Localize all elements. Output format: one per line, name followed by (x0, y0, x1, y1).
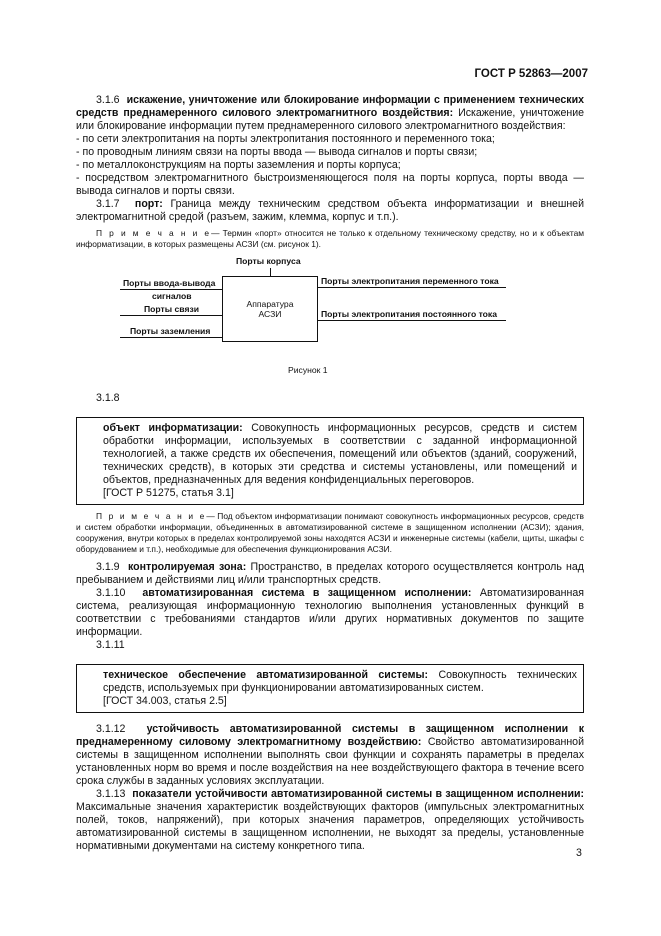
clause-3-1-11-number: 3.1.11 (96, 639, 125, 651)
figure-caption: Рисунок 1 (288, 365, 328, 375)
note-text: — Под объектом информатизации понимают совокупность информационных ресурсов, средств и систем обработки информации, объединенных в автоматизированной системе в защищенном исполнении (АСЗИ); здания, сооружения, внутри которых в пределах контролируемой зоны находятся АСЗИ и инженерные системы (кабели, щиты, шкафы с оборудованием и т.п.), необходимые для обеспечения функционирования АСЗИ. (76, 511, 584, 554)
clause-number: 3.1.13 (96, 788, 126, 800)
list-item: - по проводным линиям связи на порты ввода — вывода сигналов и порты связи; (76, 146, 478, 158)
line-left-3 (120, 337, 222, 338)
figure-label-right-2: Порты электропитания постоянного тока (321, 309, 498, 319)
reference: [ГОСТ 34.003, статья 2.5] (103, 695, 227, 707)
definition: Совокупность технических средств, используемых при функционировании автоматизированных систем. (103, 669, 577, 694)
definition: Совокупность информационных ресурсов, средств и систем обработки информации, используемых в соответствии с заданной информационной технологией, а также средств их обеспечения, помещений или объектов (зданий, сооружений, технических средств), в которых эти средства и системы установлены, или помещений и объектов, предназначенных для ведения конфиденциальных переговоров. (103, 422, 577, 486)
figure-label-left-2: Порты связи (144, 304, 200, 314)
line-right-1 (318, 287, 506, 288)
port-list (76, 133, 584, 198)
line-left-1 (120, 289, 222, 290)
list-item: - по металлоконструкциям на порты заземления и порты корпуса; (76, 159, 401, 171)
term: показатели устойчивости автоматизированной системы в защищенном исполнении: (132, 788, 584, 800)
section-3-1-6 (76, 94, 584, 133)
definition: Свойство автоматизированной системы в защищенном исполнении выполнять свои функции и сохранять параметры в пределах установленных норм во время и после воздействия на нее воздействующего фактора в течение всего срока службы в заданных условиях эксплуатации. (76, 736, 584, 787)
figure-label-left-3: Порты заземления (130, 326, 211, 336)
note (76, 511, 584, 555)
clause-number: 3.1.7 (96, 198, 120, 210)
section-3-1-12 (76, 723, 584, 788)
definition: Пространство, в пределах которого осуществляется контроль над пребыванием и действиями лиц и/или транспортных средств. (76, 561, 584, 586)
document-code: ГОСТ Р 52863—2007 (474, 68, 588, 80)
section-3-1-13 (76, 788, 584, 853)
figure-label-left-1b: сигналов (152, 291, 192, 301)
definition: Максимальные значения характеристик воздействующих факторов (импульсных электромагнитных полей, токов, напряжений), при которых значения параметров, определяющих устойчивость автоматизированной системы в защищенном исполнении, не выходят за пределы, установленные нормативными документами на систему конкретного типа. (76, 801, 584, 852)
clause-number: 3.1.9 (96, 561, 120, 573)
note-text: — Термин «порт» относится не только к отдельному техническому средству, но и к объектам информатизации, в которых размещены АСЗИ (см. рисунок 1). (76, 228, 584, 249)
term: техническое обеспечение автоматизированной системы: (103, 669, 429, 681)
note (76, 228, 584, 250)
definition: Граница между техническим средством объекта информатизации и внешней электромагнитной средой (разъем, зажим, клемма, корпус и т.п.). (76, 198, 584, 223)
term: объект информатизации: (103, 422, 243, 434)
line-left-2 (120, 315, 222, 316)
clause-number: 3.1.6 (96, 94, 120, 106)
term: автоматизированная система в защищенном исполнении: (142, 587, 472, 599)
section-3-1-7 (76, 198, 584, 224)
definition-frame-3-1-8 (76, 417, 584, 505)
figure-label-top: Порты корпуса (236, 256, 301, 266)
line-top (270, 268, 271, 276)
figure-label-right-1: Порты электропитания переменного тока (321, 276, 499, 286)
clause-3-1-8-number: 3.1.8 (96, 392, 120, 404)
term: порт: (134, 198, 163, 210)
line-right-2 (318, 320, 506, 321)
box-line-1: Аппаратура (246, 299, 294, 309)
term: искажение, уничтожение или блокирование информации с применением технических средств преднамеренного силового электромагнитного воздействия: (76, 94, 584, 119)
section-3-1-11 (103, 669, 577, 695)
definition: Искажение, уничтожение или блокирование информации путем преднамеренного силового электромагнитного воздействия: (76, 107, 584, 132)
section-3-1-9 (76, 561, 584, 587)
page-number: 3 (576, 847, 582, 859)
term: устойчивость автоматизированной системы в защищенном исполнении к преднамеренному силовому электромагнитному воздействию: (76, 723, 584, 748)
clause-number: 3.1.10 (96, 587, 126, 599)
main-content (76, 94, 584, 853)
note-label: П р и м е ч а н и е (96, 511, 207, 521)
term: контролируемая зона: (127, 561, 247, 573)
clause-number: 3.1.12 (96, 723, 126, 735)
figure-box (222, 276, 318, 342)
figure-label-left-1: Порты ввода-вывода (123, 278, 216, 288)
section-3-1-10 (76, 587, 584, 639)
section-3-1-8 (103, 422, 577, 487)
list-item: - по сети электропитания на порты электропитания постоянного и переменного тока; (76, 133, 495, 145)
figure-1 (76, 256, 584, 384)
definition: Автоматизированная система, реализующая информационную технологию выполнения установленных функций в соответствии с требованиями стандартов и/или других нормативных документов по защите информации. (76, 587, 584, 638)
box-line-2: АСЗИ (258, 309, 282, 319)
note-label: П р и м е ч а н и е (96, 228, 212, 238)
definition-frame-3-1-11 (76, 664, 584, 713)
list-item: - посредством электромагнитного быстроизменяющегося поля на порты корпуса, порты ввода — вывода сигналов и порты связи. (76, 172, 584, 197)
reference: [ГОСТ Р 51275, статья 3.1] (103, 487, 234, 499)
